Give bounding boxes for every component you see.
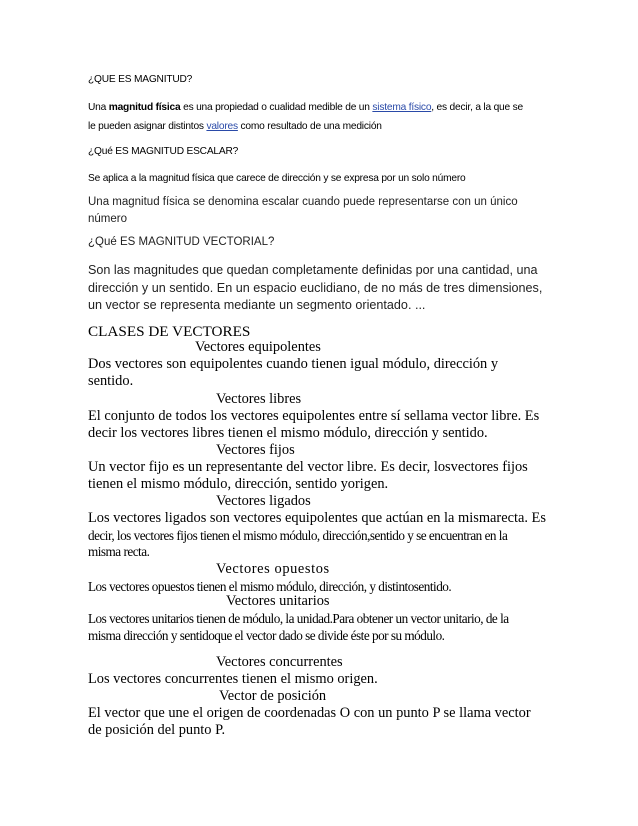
libres-line1: El conjunto de todos los vectores equipolentes entre sí sellama vector libre. Es: [88, 408, 540, 424]
posicion-line2: de posición del punto P.: [88, 722, 226, 738]
valores-link[interactable]: valores: [206, 121, 238, 132]
concurrentes-title: Vectores concurrentes: [216, 654, 343, 670]
magnitud-definition-line1: [88, 98, 523, 118]
def-pre: Una: [88, 102, 109, 113]
question-vectorial-title: ¿Qué ES MAGNITUD VECTORIAL?: [88, 236, 275, 248]
ligados-line1: Los vectores ligados son vectores equipolentes que actúan en la mismarecta. Es: [88, 510, 546, 526]
fijos-line2: tienen el mismo módulo, dirección, sentido yorigen.: [88, 476, 389, 492]
posicion-line1: El vector que une el origen de coordenadas O con un punto P se llama vector: [88, 705, 531, 721]
equipolentes-line1: Dos vectores son equipolentes cuando tienen igual módulo, dirección y: [88, 356, 499, 372]
escalar-definition: Se aplica a la magnitud física que carece de dirección y se expresa por un solo número: [88, 173, 466, 184]
unitarios-line1: Los vectores unitarios tienen de módulo, la unidad.Para obtener un vector unitario, de la: [88, 611, 509, 626]
question-magnitud-title: ¿QUE ES MAGNITUD?: [88, 74, 193, 85]
equipolentes-title: Vectores equipolentes: [195, 339, 321, 355]
vectorial-line3: un vector se representa mediante un segmento orientado. ...: [88, 298, 426, 312]
vectorial-line2: dirección y un sentido. En un espacio euclidiano, de no más de tres dimensiones,: [88, 281, 543, 295]
opuestos-title: Vectores opuestos: [216, 561, 330, 577]
ligados-title: Vectores ligados: [216, 493, 311, 509]
posicion-title: Vector de posición: [219, 688, 327, 704]
concurrentes-line1: Los vectores concurrentes tienen el mismo origen.: [88, 671, 378, 687]
sistema-fisico-link[interactable]: sistema físico: [372, 102, 432, 113]
libres-line2: decir los vectores libres tienen el mismo módulo, dirección y sentido.: [88, 425, 488, 441]
def-line2-post: como resultado de una medición: [237, 121, 382, 132]
ligados-line2: decir, los vectores fijos tienen el mismo módulo, dirección,sentido y se encuentran en la: [88, 528, 508, 543]
fijos-title: Vectores fijos: [216, 442, 295, 458]
magnitud-definition-line2: [88, 117, 382, 137]
unitarios-line2: misma dirección y sentidoque el vector dado se divide éste por su módulo.: [88, 628, 445, 643]
ligados-line3: misma recta.: [88, 544, 150, 559]
question-escalar-title: ¿Qué ES MAGNITUD ESCALAR?: [88, 146, 239, 157]
unitarios-title: Vectores unitarios: [226, 593, 330, 609]
equipolentes-line2: sentido.: [88, 373, 134, 389]
libres-title: Vectores libres: [216, 391, 302, 407]
def-line2-pre: le pueden asignar distintos: [88, 121, 207, 132]
vectorial-line1: Son las magnitudes que quedan completamente definidas por una cantidad, una: [88, 263, 538, 277]
clases-heading: CLASES DE VECTORES: [88, 323, 251, 340]
escalar-alt-line2: número: [88, 213, 127, 225]
def-mid: es una propiedad o cualidad medible de un: [180, 102, 373, 113]
escalar-alt-line1: Una magnitud física se denomina escalar cuando puede representarse con un único: [88, 196, 518, 208]
opuestos-line1: Los vectores opuestos tienen el mismo módulo, dirección, y distintosentido.: [88, 579, 452, 594]
def-post: , es decir, a la que se: [431, 102, 523, 113]
magnitud-fisica-bold: magnitud física: [108, 102, 181, 113]
fijos-line1: Un vector fijo es un representante del vector libre. Es decir, losvectores fijos: [88, 459, 528, 475]
